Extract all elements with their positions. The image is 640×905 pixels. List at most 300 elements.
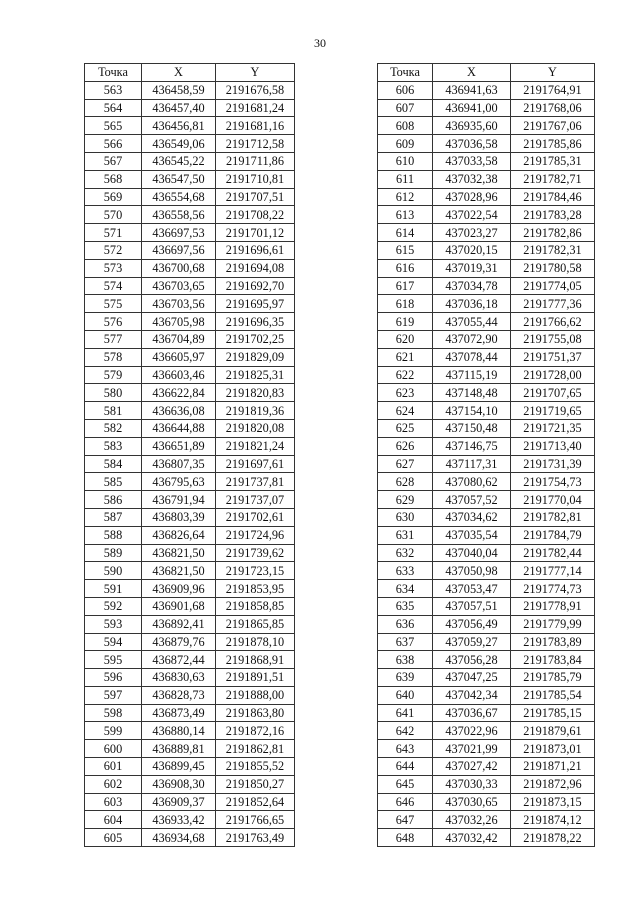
- x-coordinate-cell: 436651,89: [142, 437, 216, 455]
- y-coordinate-cell: 2191779,99: [511, 615, 595, 633]
- point-number-cell: 648: [378, 829, 433, 847]
- x-coordinate-cell: 437154,10: [433, 402, 511, 420]
- table-row: [378, 224, 595, 242]
- point-number-cell: 601: [85, 758, 142, 776]
- table-row: [85, 295, 295, 313]
- point-number-cell: 593: [85, 615, 142, 633]
- point-number-cell: 596: [85, 669, 142, 687]
- x-coordinate-cell: 436941,00: [433, 99, 511, 117]
- point-number-cell: 623: [378, 384, 433, 402]
- y-coordinate-cell: 2191713,40: [511, 437, 595, 455]
- y-coordinate-cell: 2191780,58: [511, 259, 595, 277]
- table-row: [378, 829, 595, 847]
- y-coordinate-cell: 2191821,24: [216, 437, 295, 455]
- y-coordinate-cell: 2191784,46: [511, 188, 595, 206]
- table-row: [378, 152, 595, 170]
- point-number-cell: 627: [378, 455, 433, 473]
- y-coordinate-cell: 2191858,85: [216, 597, 295, 615]
- table-row: [85, 615, 295, 633]
- point-number-cell: 621: [378, 348, 433, 366]
- x-coordinate-cell: 436703,65: [142, 277, 216, 295]
- table-row: [85, 597, 295, 615]
- table-row: [85, 722, 295, 740]
- point-number-cell: 584: [85, 455, 142, 473]
- table-header-row: [378, 64, 595, 82]
- point-number-cell: 567: [85, 152, 142, 170]
- point-number-cell: 605: [85, 829, 142, 847]
- table-row: [378, 277, 595, 295]
- y-coordinate-cell: 2191774,73: [511, 580, 595, 598]
- y-coordinate-cell: 2191696,61: [216, 241, 295, 259]
- coordinates-table-left: [84, 63, 295, 847]
- x-coordinate-cell: 437146,75: [433, 437, 511, 455]
- y-coordinate-cell: 2191707,51: [216, 188, 295, 206]
- y-coordinate-cell: 2191708,22: [216, 206, 295, 224]
- point-number-cell: 620: [378, 330, 433, 348]
- point-number-cell: 578: [85, 348, 142, 366]
- y-coordinate-cell: 2191868,91: [216, 651, 295, 669]
- table-row: [85, 402, 295, 420]
- x-coordinate-cell: 436545,22: [142, 152, 216, 170]
- table-row: [85, 384, 295, 402]
- x-coordinate-cell: 437034,78: [433, 277, 511, 295]
- x-coordinate-cell: 437023,27: [433, 224, 511, 242]
- x-coordinate-cell: 436697,53: [142, 224, 216, 242]
- point-number-cell: 576: [85, 313, 142, 331]
- y-coordinate-cell: 2191770,04: [511, 491, 595, 509]
- x-coordinate-cell: 436821,50: [142, 544, 216, 562]
- point-number-cell: 633: [378, 562, 433, 580]
- y-coordinate-cell: 2191825,31: [216, 366, 295, 384]
- y-coordinate-cell: 2191711,86: [216, 152, 295, 170]
- x-coordinate-cell: 437022,54: [433, 206, 511, 224]
- table-row: [85, 473, 295, 491]
- table-row: [85, 740, 295, 758]
- y-coordinate-cell: 2191829,09: [216, 348, 295, 366]
- x-coordinate-cell: 436908,30: [142, 775, 216, 793]
- table-row: [85, 99, 295, 117]
- header-point: Точка: [85, 64, 142, 82]
- point-number-cell: 582: [85, 419, 142, 437]
- point-number-cell: 577: [85, 330, 142, 348]
- y-coordinate-cell: 2191873,01: [511, 740, 595, 758]
- y-coordinate-cell: 2191731,39: [511, 455, 595, 473]
- table-row: [378, 206, 595, 224]
- point-number-cell: 587: [85, 508, 142, 526]
- point-number-cell: 586: [85, 491, 142, 509]
- point-number-cell: 588: [85, 526, 142, 544]
- table-row: [378, 793, 595, 811]
- y-coordinate-cell: 2191719,65: [511, 402, 595, 420]
- point-number-cell: 604: [85, 811, 142, 829]
- x-coordinate-cell: 436909,96: [142, 580, 216, 598]
- table-row: [85, 775, 295, 793]
- point-number-cell: 566: [85, 135, 142, 153]
- point-number-cell: 581: [85, 402, 142, 420]
- point-number-cell: 638: [378, 651, 433, 669]
- y-coordinate-cell: 2191878,22: [511, 829, 595, 847]
- y-coordinate-cell: 2191751,37: [511, 348, 595, 366]
- y-coordinate-cell: 2191723,15: [216, 562, 295, 580]
- y-coordinate-cell: 2191696,35: [216, 313, 295, 331]
- y-coordinate-cell: 2191785,31: [511, 152, 595, 170]
- x-coordinate-cell: 436705,98: [142, 313, 216, 331]
- y-coordinate-cell: 2191766,65: [216, 811, 295, 829]
- table-row: [85, 188, 295, 206]
- table-row: [378, 544, 595, 562]
- y-coordinate-cell: 2191712,58: [216, 135, 295, 153]
- y-coordinate-cell: 2191785,54: [511, 686, 595, 704]
- x-coordinate-cell: 437036,58: [433, 135, 511, 153]
- table-row: [85, 793, 295, 811]
- table-row: [85, 117, 295, 135]
- point-number-cell: 607: [378, 99, 433, 117]
- table-row: [378, 135, 595, 153]
- point-number-cell: 595: [85, 651, 142, 669]
- table-row: [378, 330, 595, 348]
- point-number-cell: 637: [378, 633, 433, 651]
- x-coordinate-cell: 436704,89: [142, 330, 216, 348]
- point-number-cell: 619: [378, 313, 433, 331]
- y-coordinate-cell: 2191784,79: [511, 526, 595, 544]
- x-coordinate-cell: 436457,40: [142, 99, 216, 117]
- y-coordinate-cell: 2191754,73: [511, 473, 595, 491]
- point-number-cell: 564: [85, 99, 142, 117]
- table-row: [378, 81, 595, 99]
- x-coordinate-cell: 436605,97: [142, 348, 216, 366]
- x-coordinate-cell: 436700,68: [142, 259, 216, 277]
- table-row: [85, 455, 295, 473]
- table-row: [378, 526, 595, 544]
- point-number-cell: 639: [378, 669, 433, 687]
- table-row: [85, 829, 295, 847]
- table-row: [85, 508, 295, 526]
- x-coordinate-cell: 436901,68: [142, 597, 216, 615]
- x-coordinate-cell: 436803,39: [142, 508, 216, 526]
- y-coordinate-cell: 2191692,70: [216, 277, 295, 295]
- point-number-cell: 635: [378, 597, 433, 615]
- x-coordinate-cell: 437148,48: [433, 384, 511, 402]
- y-coordinate-cell: 2191702,61: [216, 508, 295, 526]
- point-number-cell: 590: [85, 562, 142, 580]
- x-coordinate-cell: 437036,18: [433, 295, 511, 313]
- point-number-cell: 622: [378, 366, 433, 384]
- point-number-cell: 636: [378, 615, 433, 633]
- table-row: [378, 562, 595, 580]
- point-number-cell: 602: [85, 775, 142, 793]
- x-coordinate-cell: 436892,41: [142, 615, 216, 633]
- point-number-cell: 629: [378, 491, 433, 509]
- x-coordinate-cell: 437022,96: [433, 722, 511, 740]
- table-row: [85, 313, 295, 331]
- table-row: [85, 758, 295, 776]
- x-coordinate-cell: 437057,51: [433, 597, 511, 615]
- table-row: [378, 366, 595, 384]
- table-row: [85, 241, 295, 259]
- point-number-cell: 632: [378, 544, 433, 562]
- x-coordinate-cell: 436889,81: [142, 740, 216, 758]
- table-row: [378, 740, 595, 758]
- point-number-cell: 630: [378, 508, 433, 526]
- y-coordinate-cell: 2191694,08: [216, 259, 295, 277]
- point-number-cell: 613: [378, 206, 433, 224]
- x-coordinate-cell: 436880,14: [142, 722, 216, 740]
- x-coordinate-cell: 436458,59: [142, 81, 216, 99]
- point-number-cell: 643: [378, 740, 433, 758]
- table-row: [378, 402, 595, 420]
- table-row: [378, 775, 595, 793]
- table-row: [378, 348, 595, 366]
- point-number-cell: 603: [85, 793, 142, 811]
- y-coordinate-cell: 2191782,71: [511, 170, 595, 188]
- x-coordinate-cell: 436791,94: [142, 491, 216, 509]
- y-coordinate-cell: 2191855,52: [216, 758, 295, 776]
- y-coordinate-cell: 2191874,12: [511, 811, 595, 829]
- point-number-cell: 565: [85, 117, 142, 135]
- y-coordinate-cell: 2191764,91: [511, 81, 595, 99]
- table-row: [85, 277, 295, 295]
- point-number-cell: 615: [378, 241, 433, 259]
- point-number-cell: 641: [378, 704, 433, 722]
- table-row: [378, 259, 595, 277]
- y-coordinate-cell: 2191728,00: [511, 366, 595, 384]
- x-coordinate-cell: 436622,84: [142, 384, 216, 402]
- table-row: [85, 633, 295, 651]
- table-header-row: [85, 64, 295, 82]
- table-row: [378, 615, 595, 633]
- point-number-cell: 626: [378, 437, 433, 455]
- x-coordinate-cell: 437027,42: [433, 758, 511, 776]
- x-coordinate-cell: 437059,27: [433, 633, 511, 651]
- y-coordinate-cell: 2191862,81: [216, 740, 295, 758]
- table-row: [378, 651, 595, 669]
- table-row: [85, 580, 295, 598]
- x-coordinate-cell: 437056,49: [433, 615, 511, 633]
- point-number-cell: 597: [85, 686, 142, 704]
- table-row: [378, 437, 595, 455]
- x-coordinate-cell: 436934,68: [142, 829, 216, 847]
- x-coordinate-cell: 436603,46: [142, 366, 216, 384]
- coordinates-table-right: [377, 63, 595, 847]
- point-number-cell: 646: [378, 793, 433, 811]
- point-number-cell: 644: [378, 758, 433, 776]
- y-coordinate-cell: 2191891,51: [216, 669, 295, 687]
- y-coordinate-cell: 2191785,86: [511, 135, 595, 153]
- point-number-cell: 572: [85, 241, 142, 259]
- point-number-cell: 612: [378, 188, 433, 206]
- x-coordinate-cell: 436821,50: [142, 562, 216, 580]
- table-row: [85, 135, 295, 153]
- table-row: [378, 313, 595, 331]
- table-row: [378, 419, 595, 437]
- y-coordinate-cell: 2191777,36: [511, 295, 595, 313]
- point-number-cell: 608: [378, 117, 433, 135]
- x-coordinate-cell: 437115,19: [433, 366, 511, 384]
- y-coordinate-cell: 2191767,06: [511, 117, 595, 135]
- x-coordinate-cell: 436873,49: [142, 704, 216, 722]
- y-coordinate-cell: 2191681,16: [216, 117, 295, 135]
- y-coordinate-cell: 2191763,49: [216, 829, 295, 847]
- table-row: [378, 633, 595, 651]
- point-number-cell: 571: [85, 224, 142, 242]
- x-coordinate-cell: 437034,62: [433, 508, 511, 526]
- x-coordinate-cell: 437030,33: [433, 775, 511, 793]
- y-coordinate-cell: 2191872,16: [216, 722, 295, 740]
- x-coordinate-cell: 437056,28: [433, 651, 511, 669]
- x-coordinate-cell: 437117,31: [433, 455, 511, 473]
- y-coordinate-cell: 2191850,27: [216, 775, 295, 793]
- point-number-cell: 599: [85, 722, 142, 740]
- point-number-cell: 628: [378, 473, 433, 491]
- y-coordinate-cell: 2191872,96: [511, 775, 595, 793]
- point-number-cell: 640: [378, 686, 433, 704]
- table-row: [378, 686, 595, 704]
- point-number-cell: 579: [85, 366, 142, 384]
- table-row: [378, 811, 595, 829]
- x-coordinate-cell: 437019,31: [433, 259, 511, 277]
- point-number-cell: 634: [378, 580, 433, 598]
- y-coordinate-cell: 2191879,61: [511, 722, 595, 740]
- y-coordinate-cell: 2191783,28: [511, 206, 595, 224]
- x-coordinate-cell: 436703,56: [142, 295, 216, 313]
- table-row: [378, 241, 595, 259]
- point-number-cell: 575: [85, 295, 142, 313]
- point-number-cell: 645: [378, 775, 433, 793]
- point-number-cell: 574: [85, 277, 142, 295]
- y-coordinate-cell: 2191721,35: [511, 419, 595, 437]
- point-number-cell: 580: [85, 384, 142, 402]
- table-row: [85, 544, 295, 562]
- point-number-cell: 614: [378, 224, 433, 242]
- page-number: 30: [314, 36, 326, 50]
- x-coordinate-cell: 437021,99: [433, 740, 511, 758]
- y-coordinate-cell: 2191853,95: [216, 580, 295, 598]
- x-coordinate-cell: 437036,67: [433, 704, 511, 722]
- table-row: [378, 722, 595, 740]
- y-coordinate-cell: 2191695,97: [216, 295, 295, 313]
- y-coordinate-cell: 2191785,15: [511, 704, 595, 722]
- x-coordinate-cell: 436899,45: [142, 758, 216, 776]
- table-row: [378, 758, 595, 776]
- point-number-cell: 624: [378, 402, 433, 420]
- y-coordinate-cell: 2191782,31: [511, 241, 595, 259]
- y-coordinate-cell: 2191783,84: [511, 651, 595, 669]
- x-coordinate-cell: 437033,58: [433, 152, 511, 170]
- table-row: [378, 508, 595, 526]
- table-row: [378, 491, 595, 509]
- table-row: [378, 170, 595, 188]
- table-row: [85, 811, 295, 829]
- y-coordinate-cell: 2191755,08: [511, 330, 595, 348]
- x-coordinate-cell: 437150,48: [433, 419, 511, 437]
- point-number-cell: 609: [378, 135, 433, 153]
- y-coordinate-cell: 2191701,12: [216, 224, 295, 242]
- x-coordinate-cell: 437032,26: [433, 811, 511, 829]
- table-row: [378, 188, 595, 206]
- x-coordinate-cell: 437078,44: [433, 348, 511, 366]
- table-row: [378, 669, 595, 687]
- point-number-cell: 642: [378, 722, 433, 740]
- table-row: [85, 206, 295, 224]
- point-number-cell: 610: [378, 152, 433, 170]
- x-coordinate-cell: 436558,56: [142, 206, 216, 224]
- x-coordinate-cell: 437057,52: [433, 491, 511, 509]
- point-number-cell: 569: [85, 188, 142, 206]
- y-coordinate-cell: 2191766,62: [511, 313, 595, 331]
- x-coordinate-cell: 436933,42: [142, 811, 216, 829]
- x-coordinate-cell: 436941,63: [433, 81, 511, 99]
- header-y: Y: [511, 64, 595, 82]
- table-row: [85, 81, 295, 99]
- x-coordinate-cell: 437040,04: [433, 544, 511, 562]
- x-coordinate-cell: 437042,34: [433, 686, 511, 704]
- y-coordinate-cell: 2191724,96: [216, 526, 295, 544]
- header-y: Y: [216, 64, 295, 82]
- point-number-cell: 585: [85, 473, 142, 491]
- x-coordinate-cell: 436872,44: [142, 651, 216, 669]
- x-coordinate-cell: 436795,63: [142, 473, 216, 491]
- point-number-cell: 591: [85, 580, 142, 598]
- y-coordinate-cell: 2191783,89: [511, 633, 595, 651]
- x-coordinate-cell: 436935,60: [433, 117, 511, 135]
- table-row: [85, 152, 295, 170]
- y-coordinate-cell: 2191873,15: [511, 793, 595, 811]
- y-coordinate-cell: 2191778,91: [511, 597, 595, 615]
- point-number-cell: 618: [378, 295, 433, 313]
- table-row: [378, 704, 595, 722]
- point-number-cell: 563: [85, 81, 142, 99]
- y-coordinate-cell: 2191707,65: [511, 384, 595, 402]
- x-coordinate-cell: 436554,68: [142, 188, 216, 206]
- x-coordinate-cell: 436828,73: [142, 686, 216, 704]
- point-number-cell: 568: [85, 170, 142, 188]
- x-coordinate-cell: 437050,98: [433, 562, 511, 580]
- y-coordinate-cell: 2191871,21: [511, 758, 595, 776]
- x-coordinate-cell: 437080,62: [433, 473, 511, 491]
- point-number-cell: 583: [85, 437, 142, 455]
- point-number-cell: 606: [378, 81, 433, 99]
- y-coordinate-cell: 2191768,06: [511, 99, 595, 117]
- y-coordinate-cell: 2191774,05: [511, 277, 595, 295]
- table-row: [378, 295, 595, 313]
- table-row: [85, 348, 295, 366]
- x-coordinate-cell: 436879,76: [142, 633, 216, 651]
- y-coordinate-cell: 2191702,25: [216, 330, 295, 348]
- x-coordinate-cell: 437032,38: [433, 170, 511, 188]
- y-coordinate-cell: 2191737,81: [216, 473, 295, 491]
- y-coordinate-cell: 2191865,85: [216, 615, 295, 633]
- point-number-cell: 616: [378, 259, 433, 277]
- point-number-cell: 573: [85, 259, 142, 277]
- table-row: [378, 384, 595, 402]
- table-row: [378, 473, 595, 491]
- x-coordinate-cell: 436830,63: [142, 669, 216, 687]
- y-coordinate-cell: 2191710,81: [216, 170, 295, 188]
- x-coordinate-cell: 436636,08: [142, 402, 216, 420]
- table-row: [378, 580, 595, 598]
- table-row: [85, 704, 295, 722]
- x-coordinate-cell: 436826,64: [142, 526, 216, 544]
- y-coordinate-cell: 2191819,36: [216, 402, 295, 420]
- x-coordinate-cell: 436547,50: [142, 170, 216, 188]
- point-number-cell: 592: [85, 597, 142, 615]
- table-row: [378, 455, 595, 473]
- table-row: [378, 117, 595, 135]
- y-coordinate-cell: 2191782,86: [511, 224, 595, 242]
- table-row: [85, 366, 295, 384]
- y-coordinate-cell: 2191681,24: [216, 99, 295, 117]
- table-row: [85, 526, 295, 544]
